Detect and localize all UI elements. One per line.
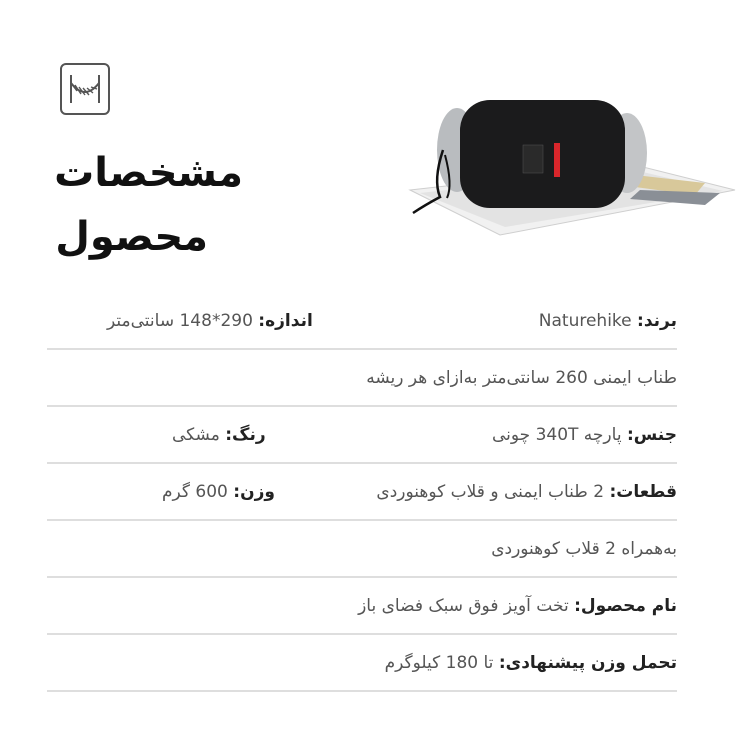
spec-table bbox=[47, 293, 677, 692]
spec-value: تخت آویز فوق سبک فضای باز bbox=[358, 595, 575, 616]
page-title-line1: مشخصات bbox=[54, 150, 243, 196]
spec-row bbox=[47, 464, 677, 521]
spec-row bbox=[47, 293, 677, 350]
spec-value: تا 180 کیلوگرم bbox=[384, 652, 499, 673]
product-image bbox=[405, 95, 740, 240]
spec-label: قطعات: bbox=[609, 481, 677, 502]
spec-row bbox=[47, 635, 677, 692]
spec-value: 600 گرم bbox=[162, 481, 234, 502]
spec-row bbox=[47, 521, 677, 578]
spec-value: 2 طناب ایمنی و قلاب کوهنوردی bbox=[376, 481, 610, 502]
spec-value: 290*148 سانتی‌متر bbox=[107, 310, 259, 331]
spec-label: تحمل وزن پیشنهادی: bbox=[498, 652, 677, 673]
spec-value: Naturehike bbox=[538, 310, 638, 331]
hammock-icon bbox=[67, 73, 103, 105]
page-title-line2: محصول bbox=[55, 214, 208, 260]
spec-label: جنس: bbox=[626, 424, 677, 445]
spec-value: طناب ایمنی 260 سانتی‌متر به‌ازای هر ریشه bbox=[366, 367, 677, 388]
spec-label: وزن: bbox=[233, 481, 275, 502]
logo bbox=[60, 63, 110, 115]
spec-label: نام محصول: bbox=[574, 595, 677, 616]
spec-value: مشکی bbox=[172, 424, 226, 445]
spec-row bbox=[47, 407, 677, 464]
spec-value: به‌همراه 2 قلاب کوهنوردی bbox=[491, 538, 677, 559]
spec-label: برند: bbox=[637, 310, 677, 331]
spec-row bbox=[47, 350, 677, 407]
spec-label: رنگ: bbox=[225, 424, 266, 445]
spec-value: پارچه 340T چونی bbox=[491, 424, 627, 445]
spec-row bbox=[47, 578, 677, 635]
spec-label: اندازه: bbox=[258, 310, 313, 331]
